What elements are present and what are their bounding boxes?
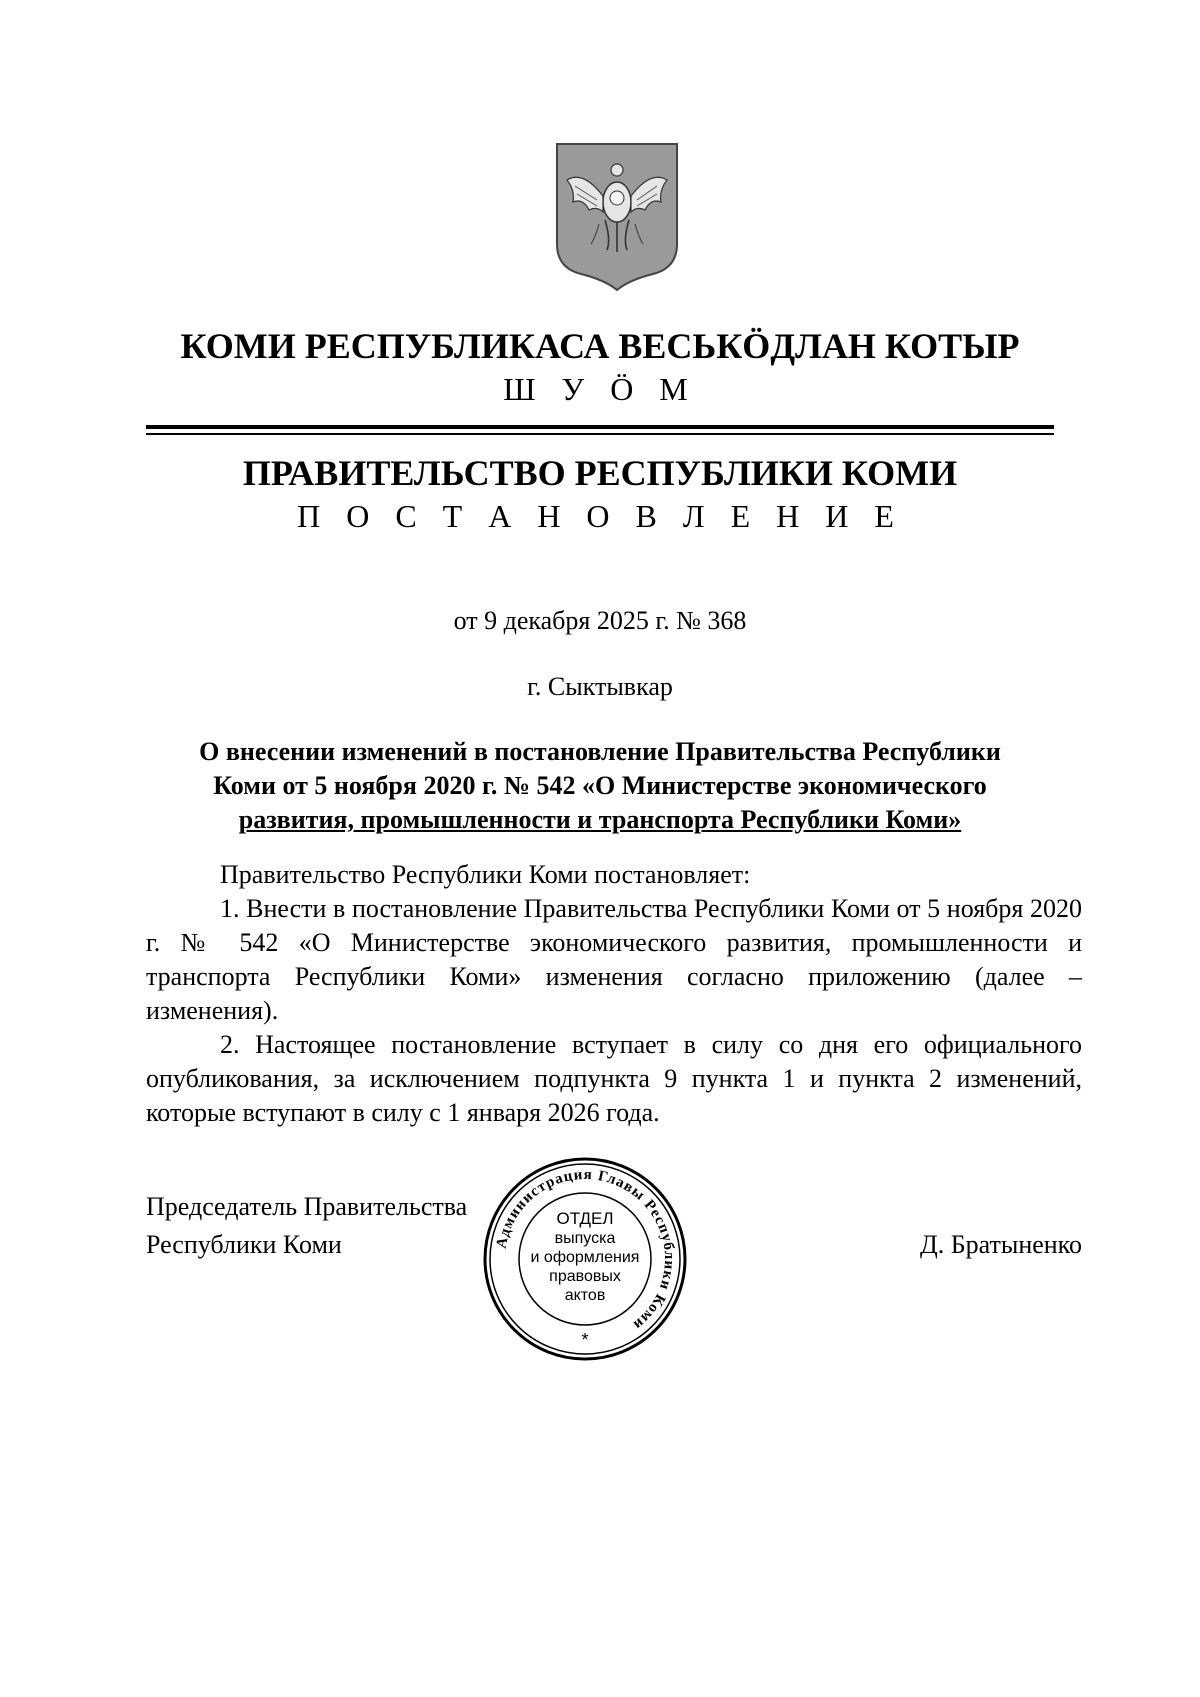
subject-line-1: О внесении изменений в постановление Правительства Республики — [199, 737, 1001, 766]
government-title: ПРАВИТЕЛЬСТВО РЕСПУБЛИКИ КОМИ — [242, 453, 958, 493]
subject-line-2: Коми от 5 ноября 2020 г. № 542 «О Министерстве экономического — [213, 771, 987, 800]
komi-government-title: КОМИ РЕСПУБЛИКАСА ВЕСЬКӦДЛАН КОТЫР — [180, 326, 1020, 366]
coat-of-arms-icon — [553, 140, 681, 292]
decree-city: г. Сыктывкар — [527, 672, 673, 701]
decree-subject — [146, 735, 1054, 837]
body-intro: Правительство Республики Коми постановляет: — [220, 860, 751, 889]
signatory-position-line-2: Республики Коми — [146, 1230, 342, 1259]
stamp-center-line-3: и оформления — [530, 1249, 640, 1266]
body-item-1: 1. Внести в постановление Правительства Республики Коми от 5 ноября 2020 г. № 542 «О Министерстве экономического развития, промышленности и транспорта Республики Коми» изменения согласно приложению (далее – изменения). — [146, 894, 1082, 1025]
document-type: П О С Т А Н О В Л Е Н И Е — [297, 498, 903, 534]
official-stamp — [482, 1156, 688, 1362]
stamp-center-line-4: правовых — [549, 1268, 621, 1285]
decree-body — [146, 858, 1082, 1130]
subject-line-3: развития, промышленности и транспорта Республики Коми» — [238, 805, 962, 834]
decree-date-number: от 9 декабря 2025 г. № 368 — [453, 606, 747, 635]
stamp-center-line-2: выпуска — [554, 1230, 616, 1247]
signatory-position-line-1: Председатель Правительства — [146, 1192, 468, 1221]
stamp-center-line-5: актов — [564, 1287, 606, 1304]
signatory-name: Д. Братыненко — [919, 1230, 1082, 1259]
stamp-star: * — [581, 1330, 589, 1350]
stamp-center-line-1: ОТДЕЛ — [556, 1209, 614, 1228]
signatory-position — [146, 1188, 467, 1264]
header-divider-thin — [146, 433, 1054, 435]
stamp-ring-text: Администрация Главы Республики Коми — [493, 1166, 678, 1334]
komi-document-type: Ш У Ӧ М — [503, 371, 697, 407]
body-item-2: 2. Настоящее постановление вступает в силу со дня его официального опубликования, за исключением подпункта 9 пункта 1 и пункта 2 изменений, которые вступают в силу с 1 января 2026 года. — [146, 1030, 1082, 1127]
header-divider-thick — [146, 425, 1054, 429]
